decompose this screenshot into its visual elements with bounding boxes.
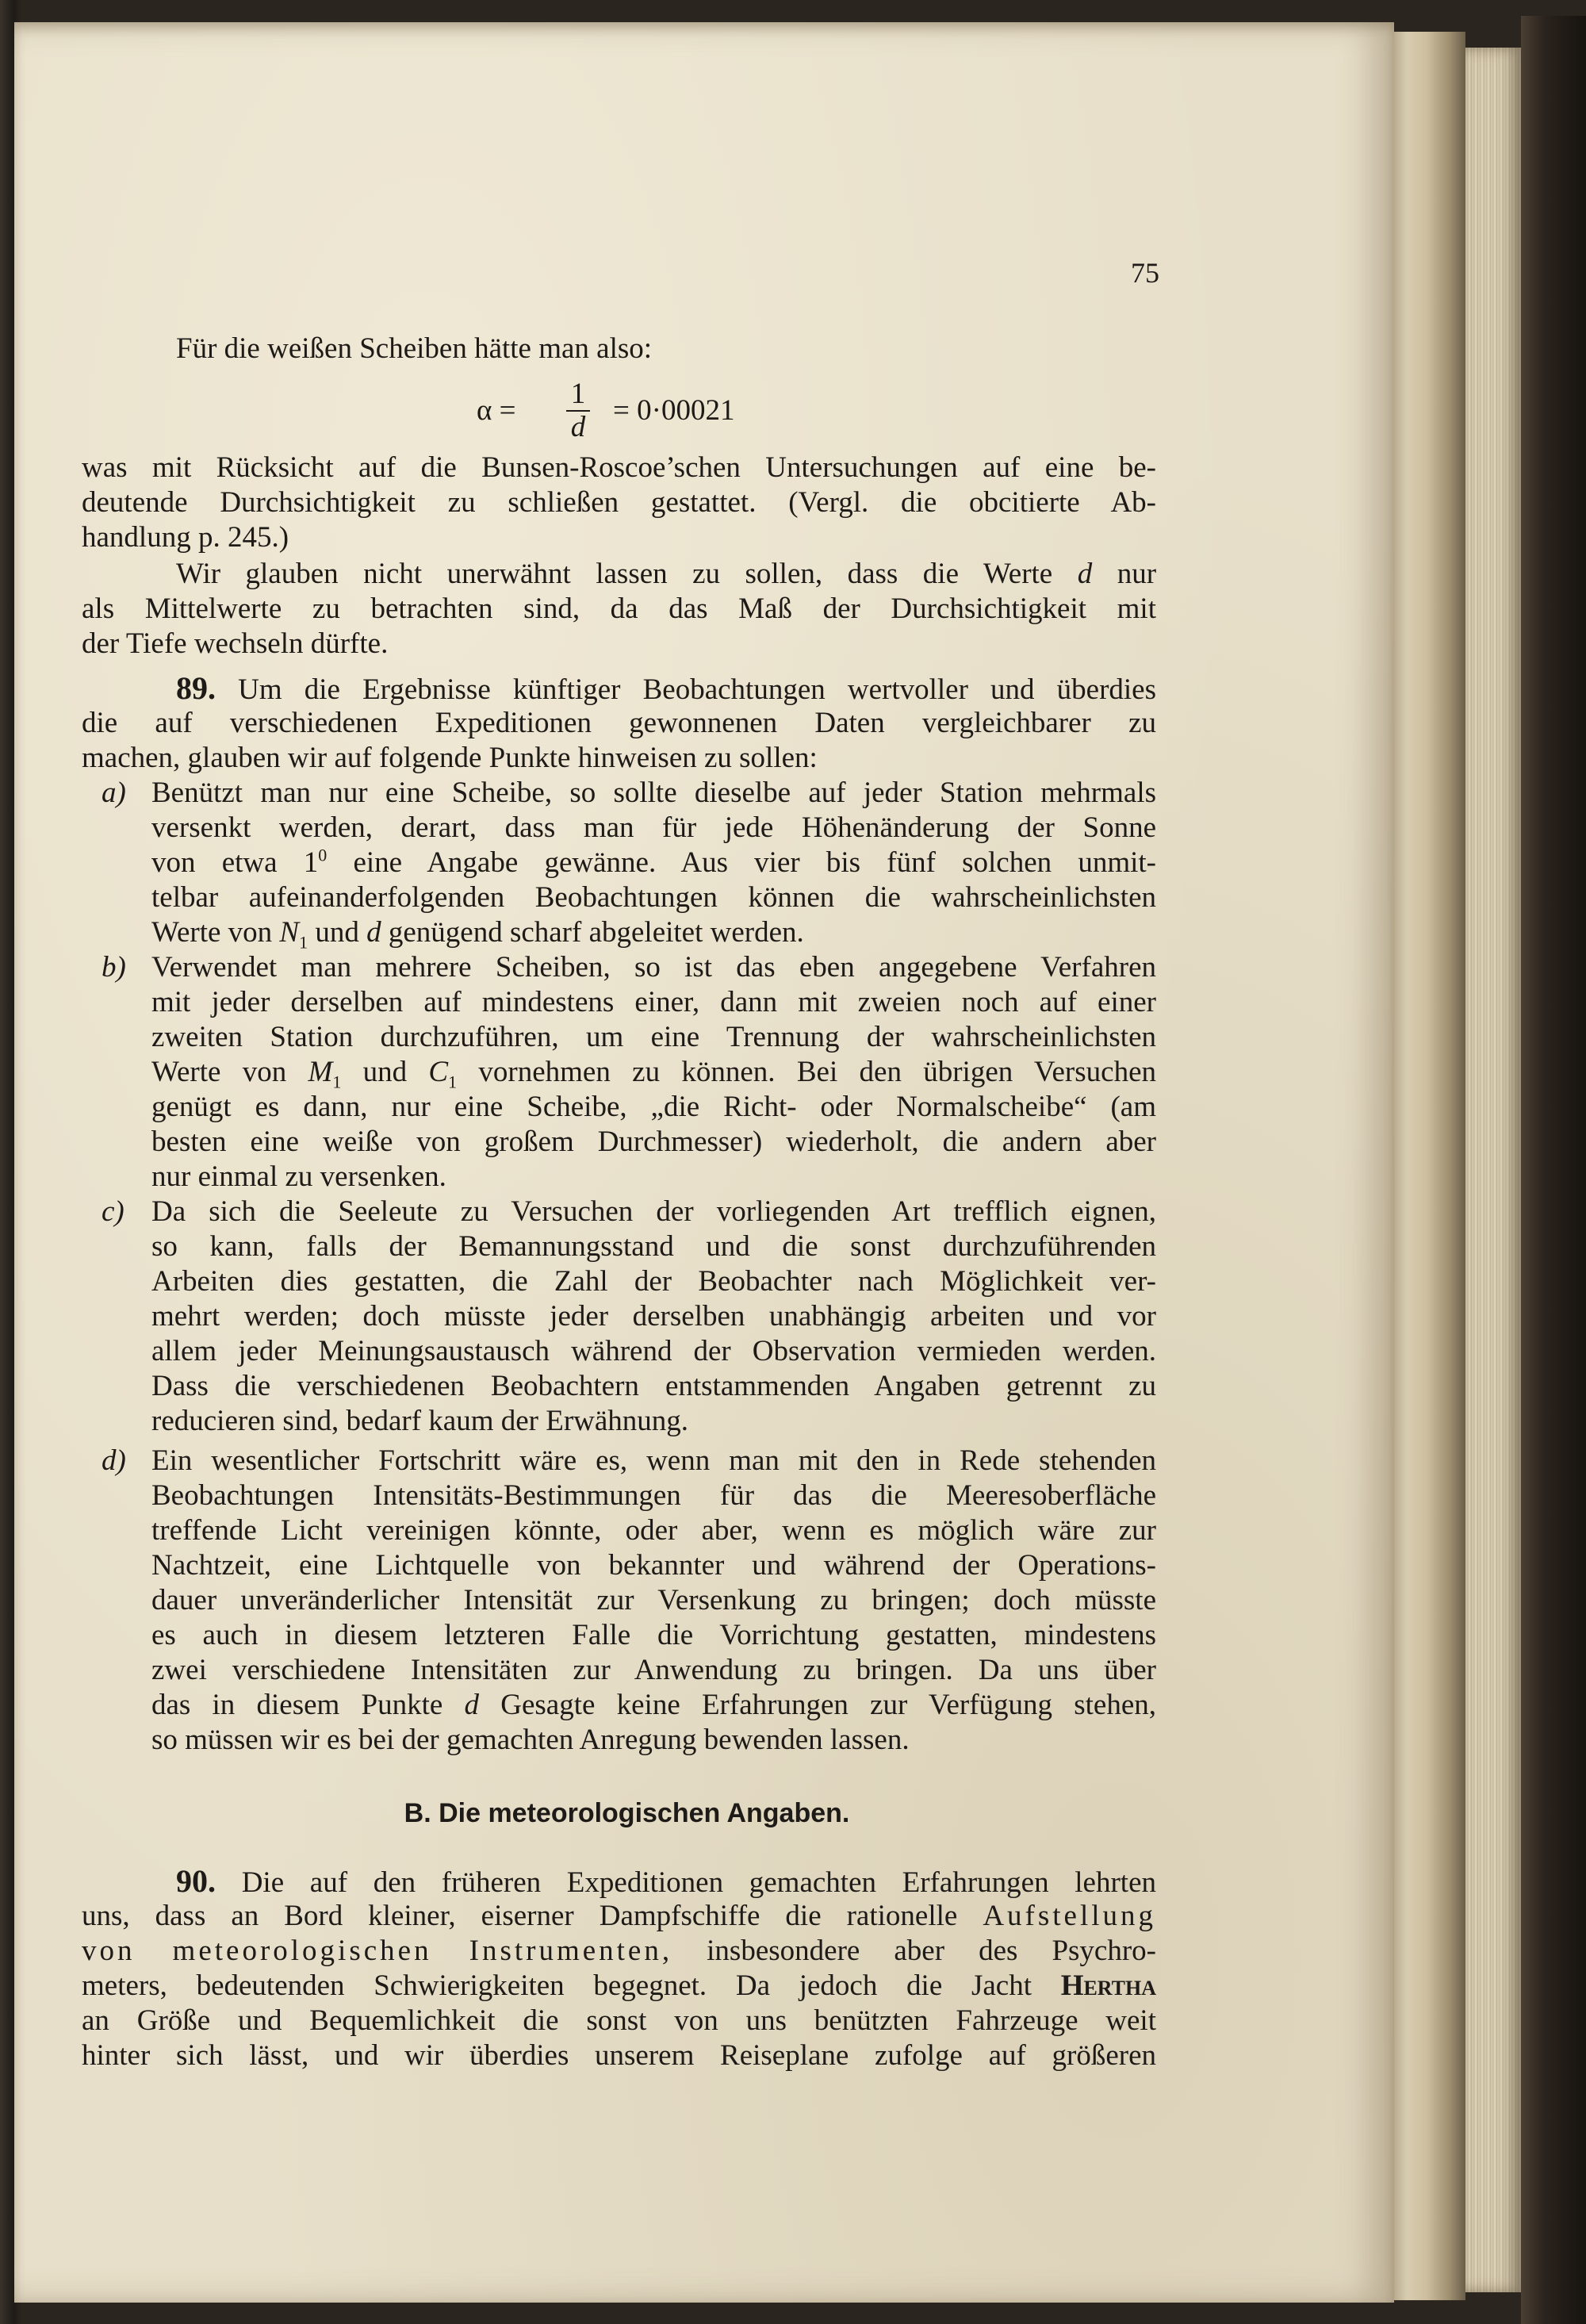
book-page	[14, 22, 1394, 2303]
item-d-line-1: Ein wesentlicher Fortschritt wäre es, wenn man mit den in Rede stehenden	[151, 1444, 1156, 1477]
item-b-line-2: mit jeder derselben auf mindestens einer, dann mit zweien noch auf einer	[151, 986, 1156, 1018]
item-c-line-5: allem jeder Meinungsaustausch während der Observation vermieden werden.	[151, 1335, 1156, 1367]
item-b-line-6: besten eine weiße von großem Durchmesser) wiederholt, die andern aber	[151, 1126, 1156, 1158]
item-a-line-5: Werte von $N_1$ und d genügend scharf abgeleitet werden.	[151, 916, 804, 953]
item-c-label: c)	[102, 1195, 125, 1228]
item-d-line-9: so müssen wir es bei der gemachten Anregung bewenden lassen.	[151, 1724, 910, 1756]
section-89-line-1: 89. Um die Ergebnisse künftiger Beobachtungen wertvoller und überdies	[176, 670, 1157, 706]
item-d-line-5: dauer unveränderlicher Intensität zur Versenkung zu bringen; doch müsste	[151, 1584, 1156, 1616]
item-d-line-2: Beobachtungen Intensitäts-Bestimmungen für das die Meeresoberfläche	[151, 1479, 1156, 1512]
item-c-line-1: Da sich die Seeleute zu Versuchen der vorliegenden Art trefflich eignen,	[151, 1195, 1156, 1228]
section-90-line-2: uns, dass an Bord kleiner, eiserner Dampfschiffe die rationelle Aufstellung	[82, 1900, 1157, 1932]
item-d-line-4: Nachtzeit, eine Lichtquelle von bekannter und während der Operations-	[151, 1549, 1156, 1582]
item-b-line-7: nur einmal zu versenken.	[151, 1160, 446, 1193]
page-number: 75	[1131, 257, 1159, 289]
formula-fraction	[557, 371, 600, 451]
item-b-line-4: Werte von $M_1$ und $C_1$ vornehmen zu können. Bei den übrigen Versuchen	[151, 1056, 1156, 1092]
item-c-line-7: reducieren sind, bedarf kaum der Erwähnung.	[151, 1405, 689, 1437]
section-89-number: 89.	[176, 670, 216, 706]
paragraph-2-line-1: Wir glauben nicht unerwähnt lassen zu sollen, dass die Werte d nur	[176, 558, 1157, 590]
paragraph-1-line-3: handlung p. 245.)	[82, 521, 289, 554]
section-heading: B. Die meteorologischen Angaben.	[404, 1798, 850, 1828]
item-b-label: b)	[102, 951, 126, 984]
item-d-line-6: es auch in diesem letzteren Falle die Vorrichtung gestatten, mindestens	[151, 1619, 1156, 1651]
item-d-line-7: zwei verschiedene Intensitäten zur Anwendung zu bringen. Da uns über	[151, 1654, 1156, 1686]
page-stack-edge	[1465, 48, 1521, 2292]
item-c-line-2: so kann, falls der Bemannungsstand und die sonst durchzuführenden	[151, 1230, 1156, 1263]
formula-numerator: 1	[566, 378, 591, 412]
item-c-line-3: Arbeiten dies gestatten, die Zahl der Beobachter nach Möglichkeit ver-	[151, 1265, 1156, 1298]
section-90-line-3: von meteorologischen Instrumenten, insbesondere aber des Psychro-	[82, 1935, 1156, 1967]
formula	[477, 371, 810, 451]
section-89-line-3: machen, glauben wir auf folgende Punkte hinweisen zu sollen:	[82, 742, 818, 774]
section-90-line-5: an Größe und Bequemlichkeit die sonst von uns benützten Fahrzeuge weit	[82, 2004, 1156, 2037]
item-d-line-3: treffende Licht vereinigen könnte, oder aber, wenn es möglich wäre zur	[151, 1514, 1156, 1547]
paragraph-2-line-2: als Mittelwerte zu betrachten sind, da das Maß der Durchsichtigkeit mit	[82, 593, 1156, 625]
item-b-line-3: zweiten Station durchzuführen, um eine Trennung der wahrscheinlichsten	[151, 1021, 1156, 1053]
section-90-line-6: hinter sich lässt, und wir überdies unserem Reiseplane zufolge auf größeren	[82, 2039, 1156, 2072]
book-cover-edge	[1521, 16, 1586, 2324]
section-90-line-4: meters, bedeutenden Schwierigkeiten begegnet. Da jedoch die Jacht Hertha	[82, 1969, 1157, 2002]
intro-line: Für die weißen Scheiben hätte man also:	[176, 332, 653, 365]
item-c-line-6: Dass die verschiedenen Beobachtern entstammenden Angaben getrennt zu	[151, 1370, 1156, 1402]
item-d-label: d)	[102, 1444, 126, 1477]
item-a-line-2: versenkt werden, derart, dass man für jede Höhenänderung der Sonne	[151, 811, 1156, 844]
paragraph-1-line-2: deutende Durchsichtigkeit zu schließen gestattet. (Vergl. die obcitierte Ab-	[82, 486, 1156, 519]
section-89-line-2: die auf verschiedenen Expeditionen gewonnenen Daten vergleichbarer zu	[82, 707, 1156, 739]
page-gutter	[1394, 32, 1465, 2300]
item-d-line-8: das in diesem Punkte d Gesagte keine Erfahrungen zur Verfügung stehen,	[151, 1689, 1157, 1721]
item-a-line-4: telbar aufeinanderfolgenden Beobachtungen können die wahrscheinlichsten	[151, 881, 1156, 914]
item-a-label: a)	[102, 777, 126, 809]
section-90-line-1: 90. Die auf den früheren Expeditionen gemachten Erfahrungen lehrten	[176, 1863, 1156, 1899]
section-90-number: 90.	[176, 1863, 216, 1899]
formula-rhs: = 0·00021	[613, 394, 735, 427]
paragraph-1-line-1: was mit Rücksicht auf die Bunsen-Roscoe’schen Untersuchungen auf eine be-	[82, 451, 1156, 484]
formula-lhs: α =	[477, 394, 516, 427]
item-c-line-4: mehrt werden; doch müsste jeder derselben unabhängig arbeiten und vor	[151, 1300, 1156, 1333]
paragraph-2-line-3: der Tiefe wechseln dürfte.	[82, 627, 389, 660]
item-b-line-1: Verwendet man mehrere Scheiben, so ist das eben angegebene Verfahren	[151, 951, 1156, 984]
item-b-line-5: genügt es dann, nur eine Scheibe, „die Richt- oder Normalscheibe“ (am	[151, 1091, 1156, 1123]
item-a-line-3: von etwa $1^0$ eine Angabe gewänne. Aus vier bis fünf solchen unmit-	[151, 845, 1156, 879]
item-a-line-1: Benützt man nur eine Scheibe, so sollte dieselbe auf jeder Station mehrmals	[151, 777, 1156, 809]
formula-denominator: d	[570, 411, 586, 443]
